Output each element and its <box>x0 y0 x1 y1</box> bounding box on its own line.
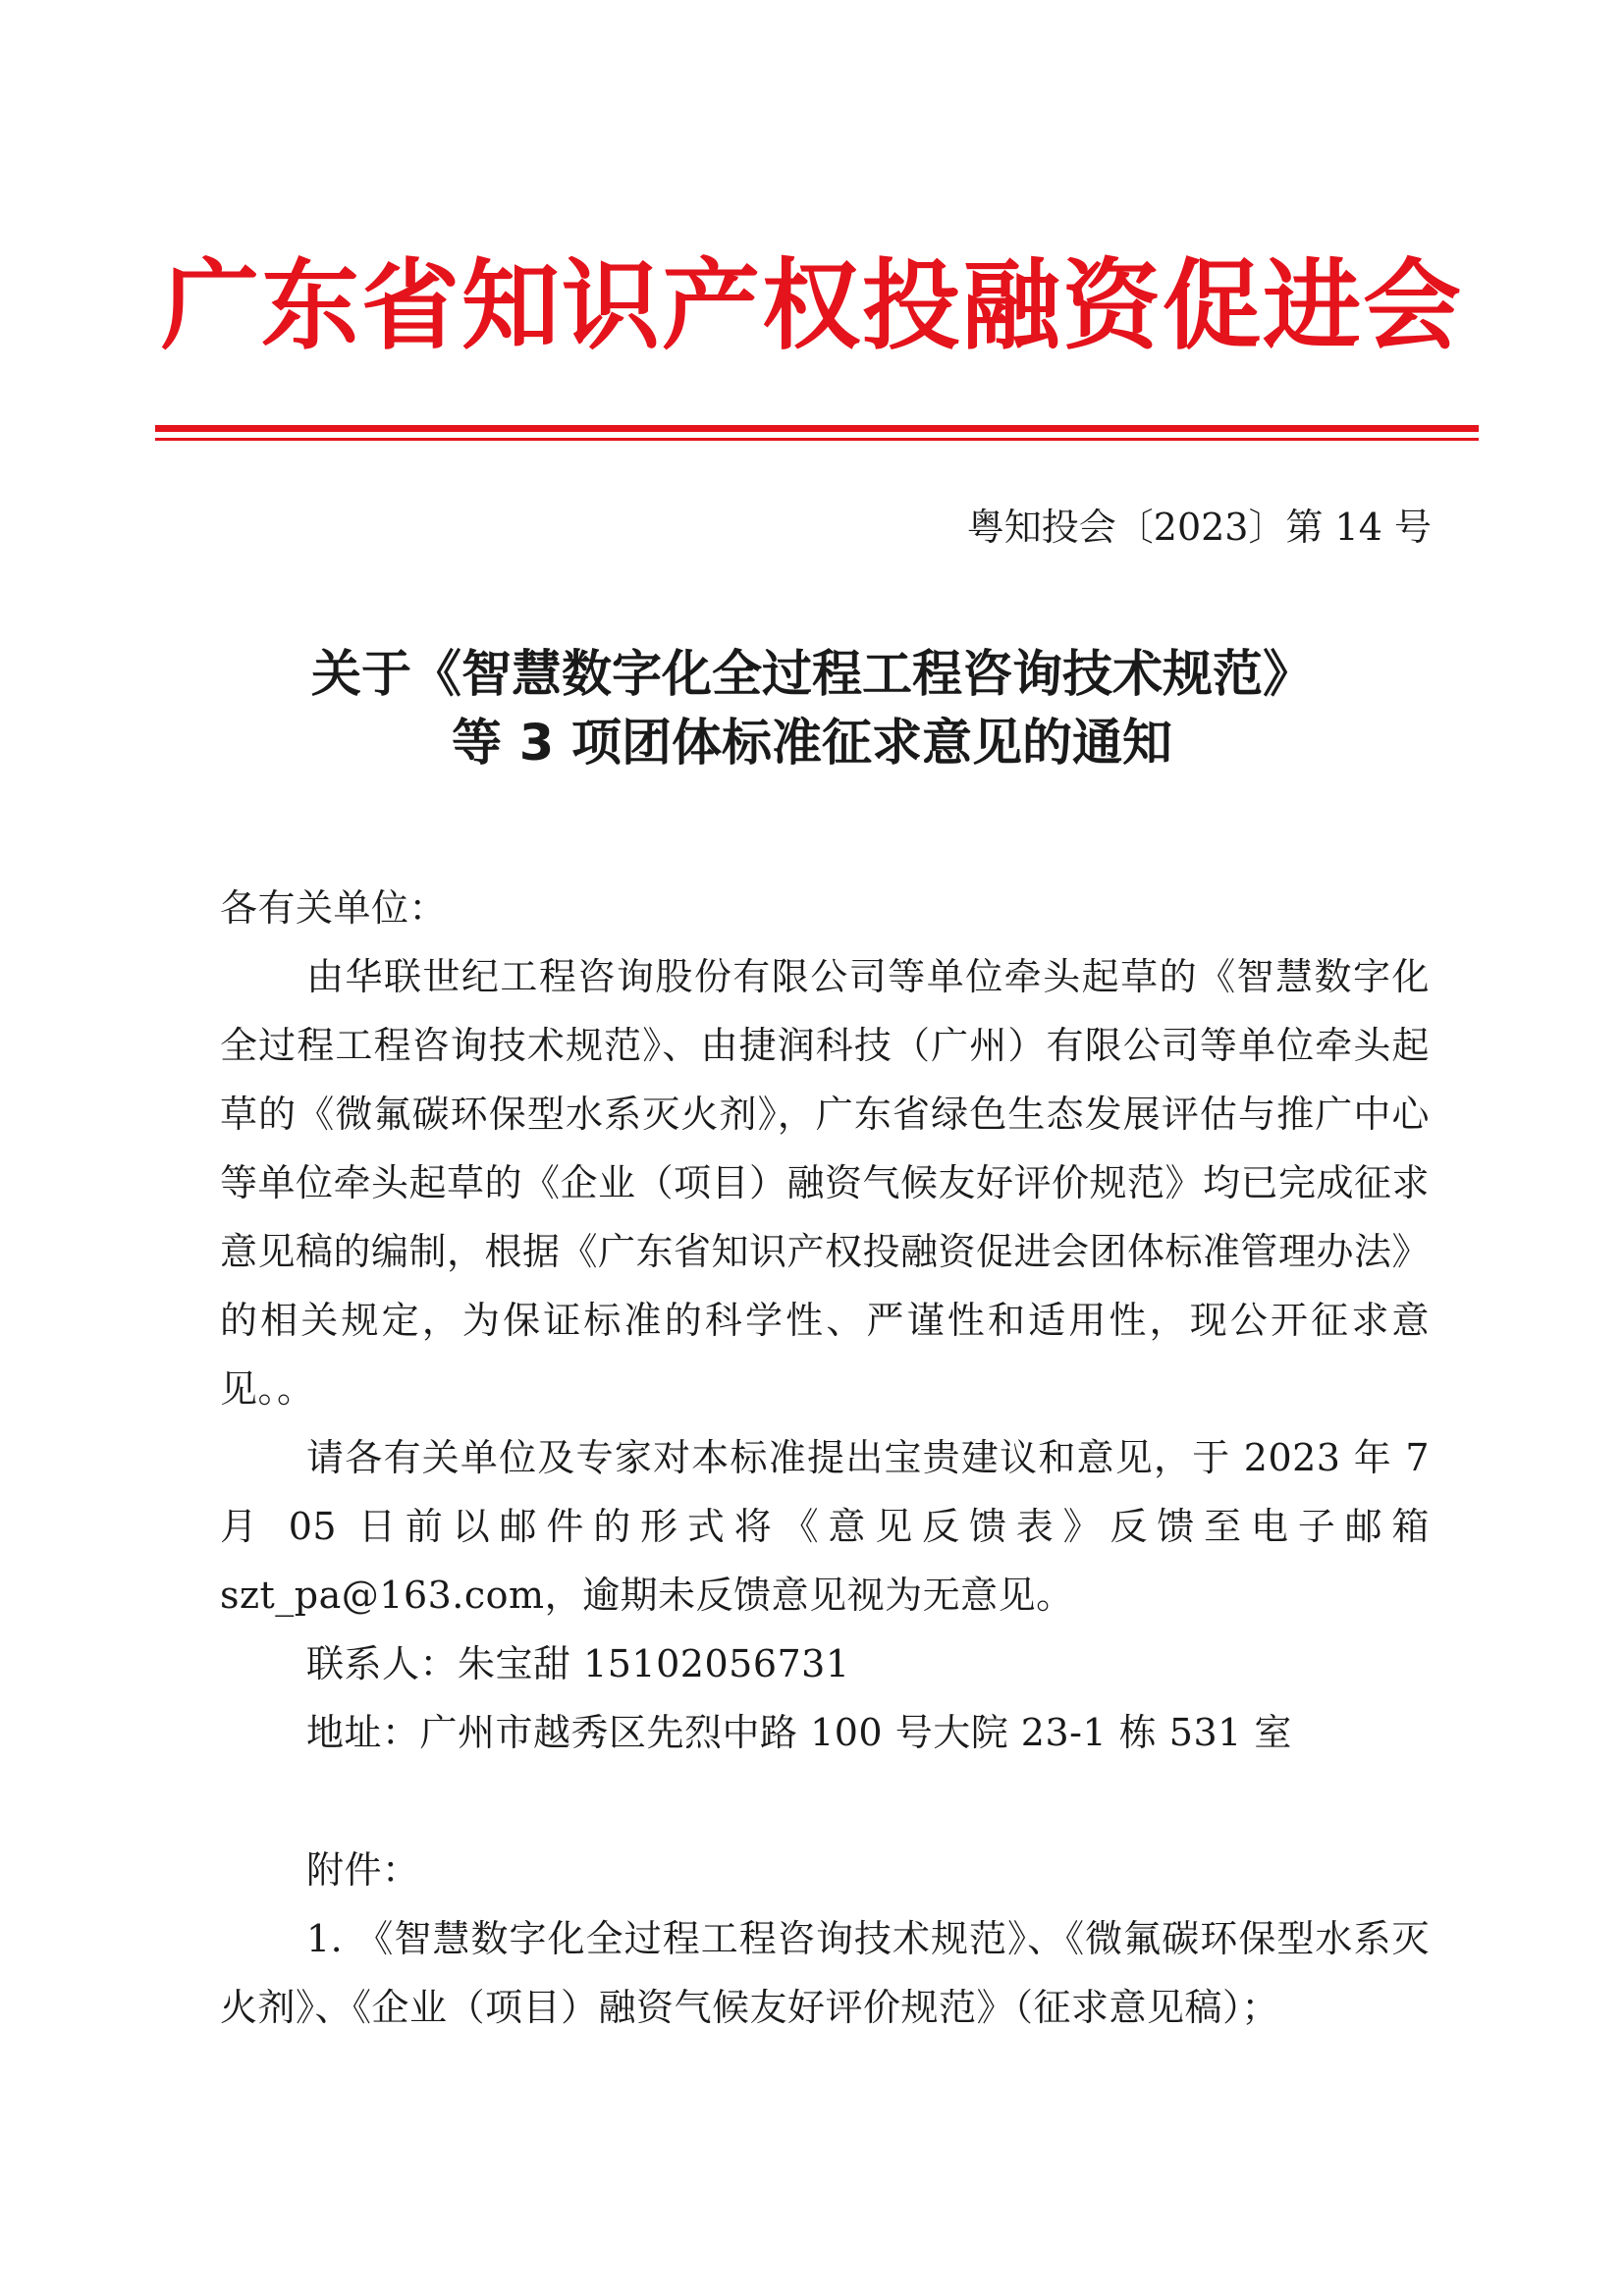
body-paragraph-1: 由华联世纪工程咨询股份有限公司等单位牵头起草的《智慧数字化全过程工程咨询技术规范》、由捷润科技（广州）有限公司等单位牵头起草的《微氟碳环保型水系灭火剂》，广东省绿色生态发展评估与推广中心等单位牵头起草的《企业（项目）融资气候友好评价规范》均已完成征求意见稿的编制，根据《广东省知识产权投融资促进会团体标准管理办法》的相关规定，为保证标准的科学性、严谨性和适用性，现公开征求意见。。 <box>220 955 1431 1411</box>
header-red-rule-thin <box>155 438 1479 441</box>
document-number: 粤知投会〔2023〕第 14 号 <box>966 506 1432 549</box>
contact-person: 联系人：朱宝甜 15102056731 <box>306 1642 850 1685</box>
notice-title-line-1: 关于《智慧数字化全过程工程咨询技术规范》 <box>310 646 1313 704</box>
attachments-label: 附件： <box>306 1848 420 1892</box>
contact-address: 地址：广州市越秀区先烈中路 100 号大院 23-1 栋 531 室 <box>306 1711 1292 1754</box>
notice-title <box>0 641 1624 778</box>
notice-body <box>220 874 1430 2042</box>
notice-title-line-2: 等 3 项团体标准征求意见的通知 <box>452 715 1172 773</box>
header-red-rule-thick <box>155 425 1479 432</box>
paragraph-gap <box>220 1767 1430 1836</box>
attachment-item-1: 1. 《智慧数字化全过程工程咨询技术规范》、《微氟碳环保型水系灭火剂》、《企业（项目）融资气候友好评价规范》（征求意见稿）； <box>220 1917 1430 2029</box>
salutation: 各有关单位： <box>220 886 448 930</box>
body-paragraph-2: 请各有关单位及专家对本标准提出宝贵建议和意见，于 2023 年 7 月 05 日前以邮件的形式将《意见反馈表》反馈至电子邮箱 szt_pa@163.com，逾期未反馈意见视为无意见。 <box>220 1436 1430 1617</box>
organization-header-title: 广东省知识产权投融资促进会 <box>161 248 1463 363</box>
